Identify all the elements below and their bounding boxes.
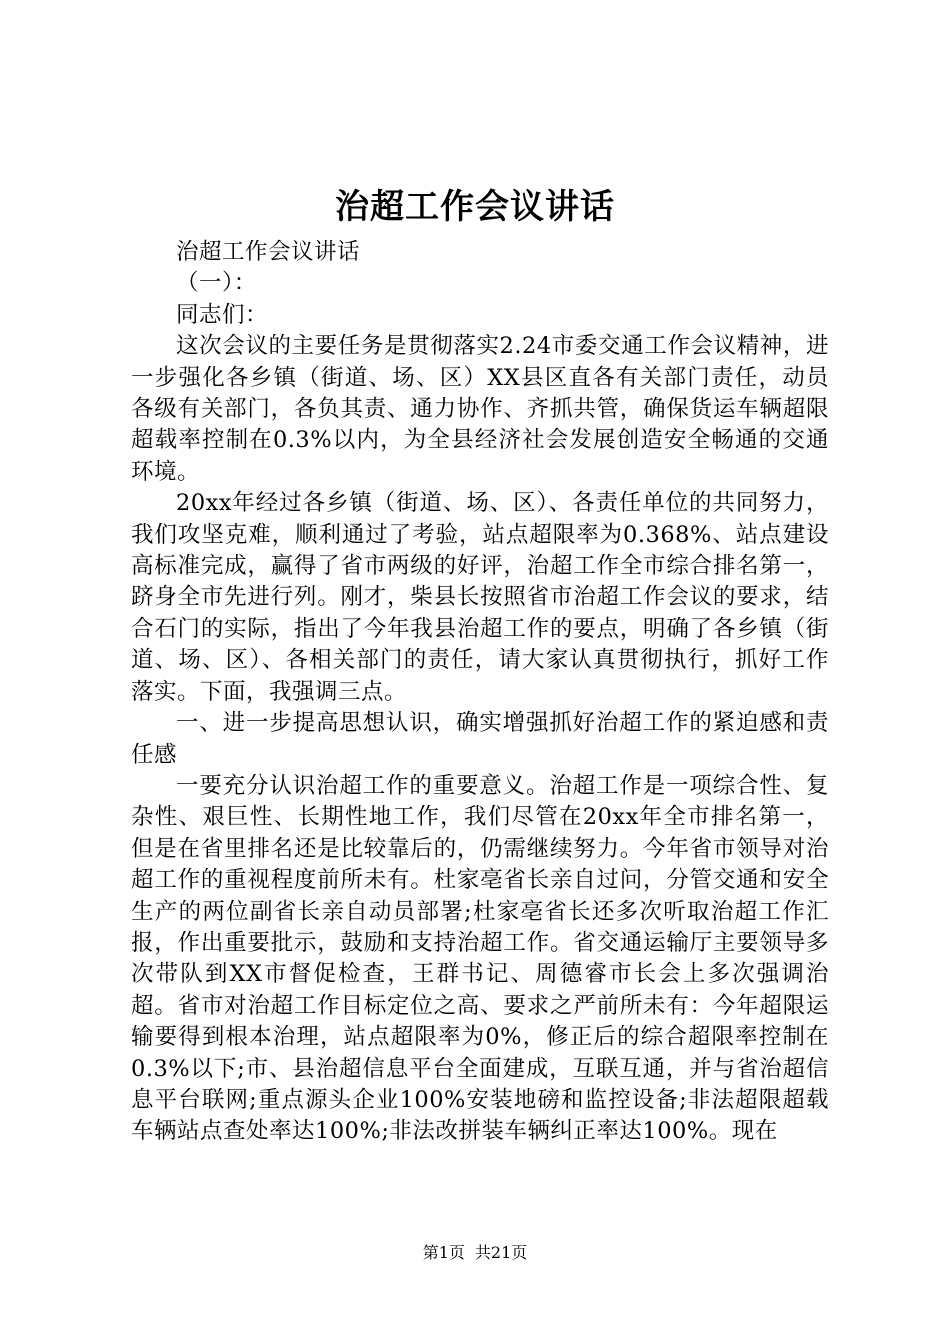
body-paragraph-salutation: 同志们： [176, 301, 269, 328]
body-paragraph: 这次会议的主要任务是贯彻落实2.24市委交通工作会议精神，进一步强化各乡镇（街道、场、区）XX县区直各有关部门责任，动员各级有关部门，各负其责、通力协作、齐抓共管，确保货运车辆超限超载率控制在0.3%以内，为全县经济社会发展创造安全畅通的交通环境。 [131, 333, 829, 485]
document-body [131, 237, 829, 1148]
body-paragraph: 20xx年经过各乡镇（街道、场、区）、各责任单位的共同努力，我们攻坚克难，顺利通过了考验，站点超限率为0.368%、站点建设高标准完成，赢得了省市两级的好评，治超工作全市综合排名第一，跻身全市先进行列。刚才，柴县长按照省市治超工作会议的要求，结合石门的实际，指出了今年我县治超工作的要点，明确了各乡镇（街道、场、区）、各相关部门的责任，请大家认真贯彻执行，抓好工作落实。下面，我强调三点。 [131, 490, 829, 705]
body-paragraph-subtitle: 治超工作会议讲话 [176, 239, 361, 265]
section-heading: 一、进一步提高思想认识，确实增强抓好治超工作的紧迫感和责任感 [131, 710, 829, 768]
page-total: 共21页 [474, 1243, 528, 1262]
body-paragraph: 一要充分认识治超工作的重要意义。治超工作是一项综合性、复杂性、艰巨性、长期性地工作，我们尽管在20xx年全市排名第一，但是在省里排名还是比较靠后的，仍需继续努力。今年省市领导对治超工作的重视程度前所未有。杜家亳省长亲自过问，分管交通和安全生产的两位副省长亲自动员部署;杜家亳省长还多次听取治超工作汇报，作出重要批示，鼓励和支持治超工作。省交通运输厅主要领导多次带队到XX市督促检查，王群书记、周德睿市长会上多次强调治超。省市对治超工作目标定位之高、要求之严前所未有：今年超限运输要得到根本治理，站点超限率为0%，修正后的综合超限率控制在0.3%以下;市、县治超信息平台全面建成，互联互通，并与省治超信息平台联网;重点源头企业100%安装地磅和监控设备;非法超限超载车辆站点查处率达100%;非法改拼装车辆纠正率达100%。现在 [131, 772, 829, 1145]
document-title: 治超工作会议讲话 [335, 187, 615, 227]
body-paragraph-section-number: （一）： [176, 270, 257, 297]
page-number: 第1页 [422, 1243, 465, 1262]
page-footer [0, 1241, 950, 1265]
